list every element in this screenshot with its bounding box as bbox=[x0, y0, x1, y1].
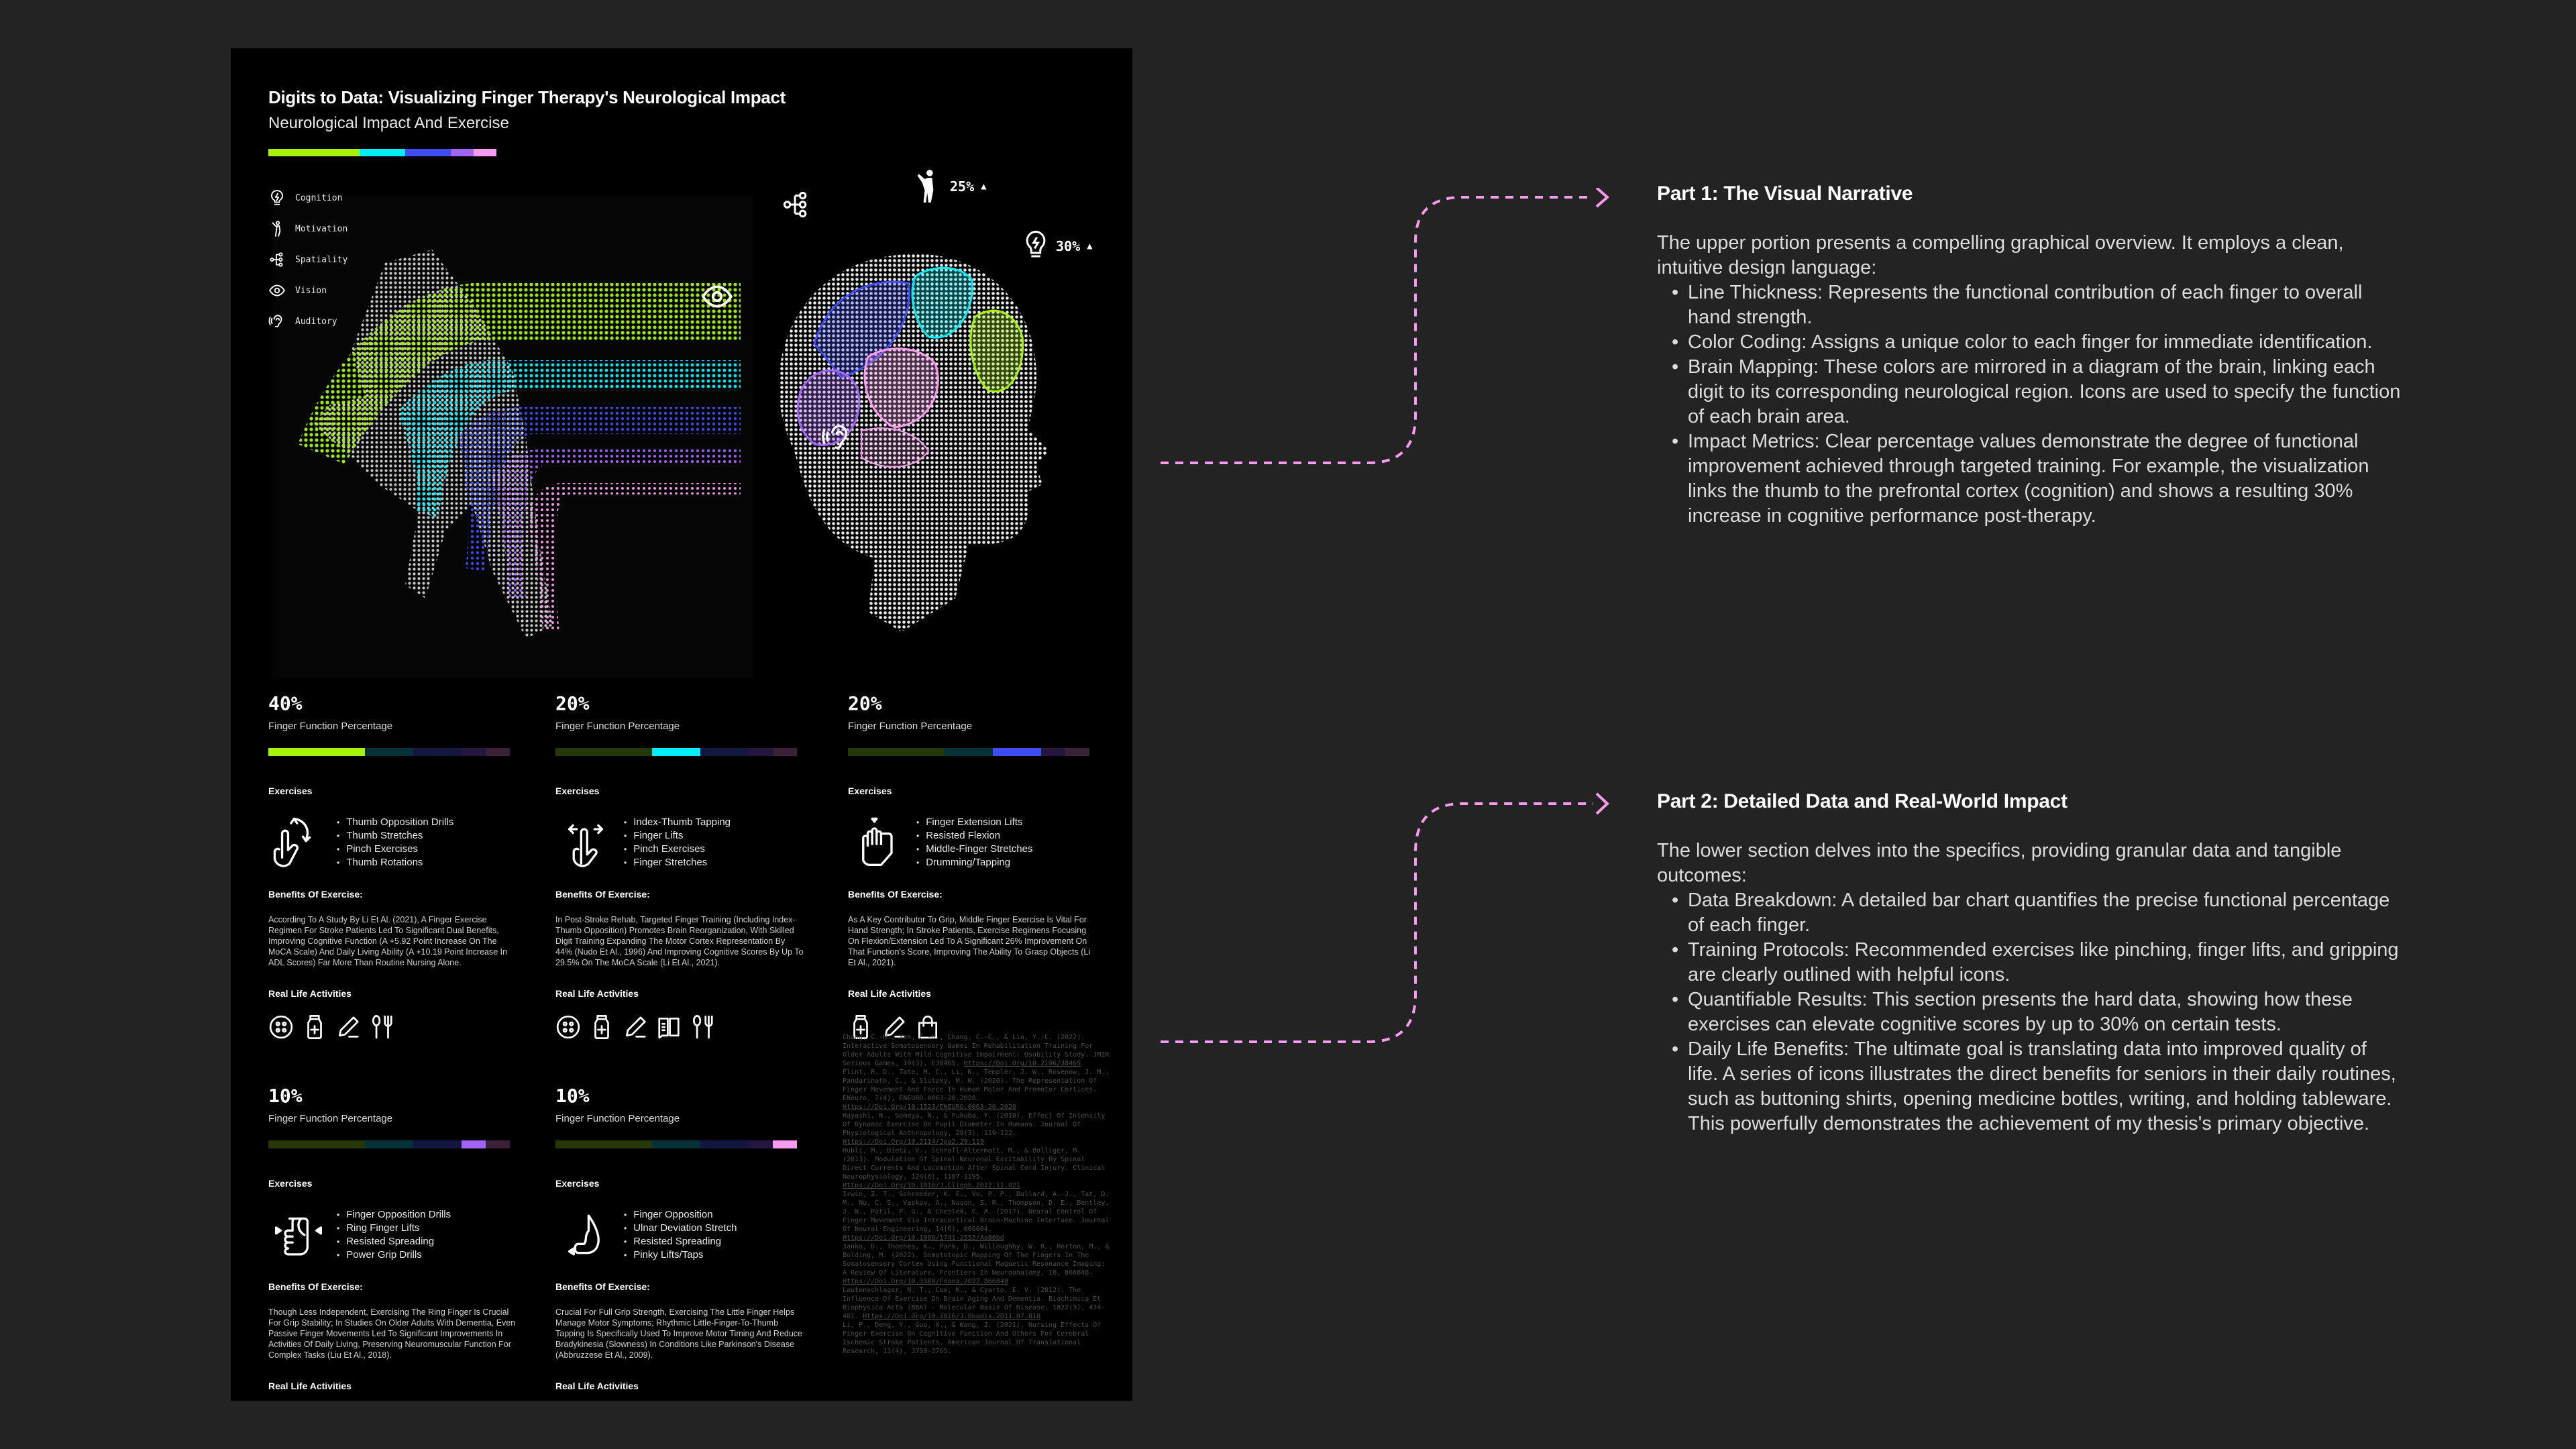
exercise-item: • Ulnar Deviation Stretch bbox=[624, 1222, 737, 1235]
exercise-item: • Thumb Stretches bbox=[337, 829, 453, 843]
legend-segment bbox=[474, 149, 496, 156]
function-percentage: 10% bbox=[555, 1085, 590, 1107]
reference-entry bbox=[843, 1147, 1109, 1189]
exercise-item: • Ring Finger Lifts bbox=[337, 1222, 451, 1235]
reference-entry bbox=[843, 1069, 1113, 1111]
legend-label: Auditory bbox=[295, 316, 337, 327]
finger-function-bar bbox=[848, 748, 1089, 756]
bar-segment bbox=[365, 1140, 413, 1148]
activities-heading: Real Life Activities bbox=[555, 1381, 639, 1391]
bar-segment bbox=[462, 748, 486, 756]
finger-function-bar bbox=[268, 748, 510, 756]
reference-text: Lautenschlager, N. T., Cox, K., & Cyarto, E. V. (2012). The Influence Of Exercise On Brain Aging And Dementia. Biochimica Et Biophysica Acta (BBA) - Molecular Basis Of Disease, 1822(3), 474-481. bbox=[843, 1287, 1106, 1320]
legend-item-vision bbox=[268, 275, 376, 306]
reference-doi-link[interactable]: Https://Doi.Org/10.2196/38465 bbox=[963, 1060, 1081, 1067]
finger-card-4 bbox=[268, 1085, 523, 1401]
bar-segment bbox=[848, 748, 945, 756]
function-percentage-label: Finger Function Percentage bbox=[848, 720, 973, 732]
bar-segment bbox=[486, 1140, 510, 1148]
activities-heading: Real Life Activities bbox=[848, 988, 931, 999]
bar-segment bbox=[1041, 748, 1065, 756]
reference-text: Hayashi, N., Someya, N., & Fukuba, Y. (2010). Effect Of Intensity Of Dynamic Exercise On Pupil Diameter In Humans. Journal Of Physiological Anthropology, 29(3), 119-122. bbox=[843, 1112, 1110, 1137]
exercise-list bbox=[624, 1208, 737, 1262]
function-percentage: 10% bbox=[268, 1085, 303, 1107]
exercise-row bbox=[848, 812, 1103, 873]
exercise-item: • Finger Lifts bbox=[624, 829, 731, 843]
utensils-icon bbox=[690, 1014, 715, 1040]
reference-doi-link[interactable]: Https://Doi.Org/10.2114/Jpa2.29.119 bbox=[843, 1138, 984, 1146]
exercise-item: • Finger Stretches bbox=[624, 856, 731, 869]
benefits-heading: Benefits Of Exercise: bbox=[555, 889, 650, 900]
function-percentage-label: Finger Function Percentage bbox=[268, 720, 393, 732]
exercises-heading: Exercises bbox=[555, 786, 600, 796]
exercise-item: • Thumb Rotations bbox=[337, 856, 453, 869]
function-percentage: 20% bbox=[555, 692, 590, 714]
legend-label: Motivation bbox=[295, 223, 348, 234]
finger-function-bar bbox=[555, 748, 797, 756]
annotation-part2 bbox=[1657, 790, 2402, 1136]
exercise-item: • Pinch Exercises bbox=[337, 843, 453, 856]
exercise-item: • Pinky Lifts/Taps bbox=[624, 1248, 737, 1262]
finger-function-bar bbox=[555, 1140, 797, 1148]
function-percentage-label: Finger Function Percentage bbox=[555, 720, 680, 732]
pencil-icon bbox=[623, 1014, 648, 1040]
reference-doi-link[interactable]: Https://Doi.Org/10.1523/ENEURO.0063-20.2020 bbox=[843, 1104, 1016, 1111]
exercise-row bbox=[555, 812, 810, 873]
exercise-item: • Thumb Opposition Drills bbox=[337, 816, 453, 829]
part2-bullet: • Daily Life Benefits: The ultimate goal is translating data into improved quality of life. A series of icons illustrates the direct benefits for seniors in their daily routines, such as buttoning shirts, opening medicine bottles, writing, and holding tableware. This powerfully demonstrates the achievement of my thesis's primary objective. bbox=[1672, 1037, 2402, 1136]
part2-bullet: • Training Protocols: Recommended exercises like pinching, finger lifts, and gripping are clearly outlined with helpful icons. bbox=[1672, 938, 2402, 987]
function-percentage: 20% bbox=[848, 692, 882, 714]
pencil-icon bbox=[335, 1014, 361, 1040]
exercise-item: • Resisted Spreading bbox=[337, 1235, 451, 1248]
benefits-heading: Benefits Of Exercise: bbox=[555, 1281, 650, 1292]
motivation-percentage: 25% bbox=[950, 178, 975, 195]
part2-bullet: • Quantifiable Results: This section presents the hard data, showing how these exercises can elevate cognitive scores by up to 30% on certain tests. bbox=[1672, 987, 2402, 1037]
bar-segment bbox=[749, 748, 773, 756]
exercises-heading: Exercises bbox=[268, 786, 313, 796]
legend-item-auditory bbox=[268, 306, 376, 337]
part1-bullet: • Color Coding: Assigns a unique color to each finger for immediate identification. bbox=[1672, 330, 2402, 355]
annotation-part1 bbox=[1657, 182, 2402, 529]
motivation-stat bbox=[914, 168, 987, 205]
trend-up-icon: ▲ bbox=[1087, 241, 1093, 252]
benefits-text: Crucial For Full Grip Strength, Exercising The Little Finger Helps Manage Motor Symptoms; Rhythmic Little-Finger-To-Thumb Tapping Is Specifically Used To Improve Motor Timing And Reduce Bradykinesia (Slowness) In Conditions Like Parkinson's Disease (Abbruzzese Et Al., 2009). bbox=[555, 1307, 803, 1360]
infographic-poster bbox=[231, 48, 1132, 1401]
reference-doi-link[interactable]: Https://Doi.Org/10.1016/J.Clinph.2012.11.021 bbox=[843, 1182, 1020, 1189]
reference-entry bbox=[843, 1191, 1113, 1242]
benefits-text: According To A Study By Li Et Al. (2021), A Finger Exercise Regimen For Stroke Patients Led To Significant Dual Benefits, Improving Cognitive Function (A +5.92 Point Increase On The MoCA Scale) And Daily Living Ability (A +10.19 Point Increase In ADL Scores) Far More Than Routine Nursing Alone. bbox=[268, 915, 508, 967]
person-waving-icon bbox=[268, 220, 286, 237]
part1-bullet: • Line Thickness: Represents the functional contribution of each finger to overall hand strength. bbox=[1672, 280, 2402, 330]
reference-text: Flint, R. D., Tate, M. C., Li, K., Templer, J. W., Rosenow, J. M., Pandarinath, C., & Slutzky, M. W. (2020). The Representation Of Finger Movement And Force In Human Motor And Premotor Cortices. ENeuro, 7(4), ENEURO.0063-20.2020. bbox=[843, 1069, 1114, 1102]
exercises-heading: Exercises bbox=[555, 1178, 600, 1189]
legend-segment bbox=[451, 149, 474, 156]
fist-grip-gesture-icon bbox=[272, 1208, 325, 1262]
eye-icon bbox=[700, 280, 734, 313]
legend-label: Spatiality bbox=[295, 254, 348, 265]
reference-text: Hubli, M., Dietz, V., Schrafl-Altermatt, M., & Bolliger, M. (2013). Modulation Of Spinal Neuronal Excitability By Spinal Direct Currents And Locomotion After Spinal Cord Injury. Clinical Neurophysiology, 124(6), 1187-1195. bbox=[843, 1147, 1110, 1181]
finger-card-2 bbox=[555, 692, 810, 1040]
bar-segment bbox=[700, 1140, 749, 1148]
hierarchy-nodes-icon bbox=[268, 251, 286, 268]
button-icon bbox=[268, 1014, 294, 1040]
bar-segment bbox=[268, 1140, 365, 1148]
bar-segment-active bbox=[462, 1140, 486, 1148]
exercise-list bbox=[624, 816, 731, 869]
legend-item-motivation bbox=[268, 213, 376, 244]
reference-entry bbox=[843, 1322, 1105, 1355]
exercise-row bbox=[555, 1205, 810, 1265]
activity-icons bbox=[268, 1014, 523, 1040]
benefits-text: As A Key Contributor To Grip, Middle Finger Exercise Is Vital For Hand Strength; In Stroke Patients, Exercise Regimens Focusing On Flexion/Extension Led To A Significant 26% Improvement On That Function's Score, Improving The Ability To Grasp Objects (Li Et Al., 2021). bbox=[848, 915, 1091, 967]
references-list bbox=[843, 1033, 1114, 1356]
part1-bullet: • Impact Metrics: Clear percentage values demonstrate the degree of functional improvement achieved through targeted training. For example, the visualization links the thumb to the prefrontal cortex (cognition) and shows a resulting 30% increase in cognitive performance post-therapy. bbox=[1672, 429, 2402, 529]
benefits-heading: Benefits Of Exercise: bbox=[268, 1281, 363, 1292]
bar-segment bbox=[555, 748, 652, 756]
activities-heading: Real Life Activities bbox=[268, 1381, 352, 1391]
pinky-stretch-gesture-icon bbox=[559, 1208, 612, 1262]
connector-arrow-part1 bbox=[1154, 188, 1623, 476]
ear-icon bbox=[821, 421, 855, 454]
reference-doi-link[interactable]: Https://Doi.Org/10.1088/1741-2552/Aa80bd bbox=[843, 1234, 1004, 1242]
thumb-rotate-gesture-icon bbox=[272, 816, 325, 869]
legend-label: Cognition bbox=[295, 193, 343, 203]
legend-item-cognition bbox=[268, 182, 376, 213]
legend-item-spatiality bbox=[268, 244, 376, 275]
exercise-item: • Finger Extension Lifts bbox=[916, 816, 1032, 829]
part1-bullets bbox=[1672, 280, 2402, 529]
exercise-item: • Resisted Flexion bbox=[916, 829, 1032, 843]
reference-text: Li, P., Deng, Y., Guo, X., & Wang, J. (2021). Nursing Effects Of Finger Exercise On Cognitive Function And Others For Cerebral Ischemic Stroke Patients. American Journal Of Translational Research, 13(4), 3759-3765. bbox=[843, 1322, 1106, 1355]
bar-segment bbox=[365, 748, 413, 756]
reference-text: Janko, D., Thoenes, K., Park, D., Willoughby, W. R., Horton, M., & Bolding, M. (2022). Somatotopic Mapping Of The Fingers In The Somatosensory Cortex Using Functional Magnetic Resonance Imaging: A Review Of Literature. Frontiers In Neuroanatomy, 16, 866848. bbox=[843, 1243, 1114, 1277]
legend-label: Vision bbox=[295, 285, 327, 296]
benefits-heading: Benefits Of Exercise: bbox=[268, 889, 363, 900]
part2-intro: The lower section delves into the specifics, providing granular data and tangible outcomes: bbox=[1657, 840, 2342, 886]
legend-segment bbox=[268, 149, 360, 156]
exercise-row bbox=[268, 1205, 523, 1265]
bar-segment-active bbox=[652, 748, 700, 756]
exercise-item: • Finger Opposition Drills bbox=[337, 1208, 451, 1222]
reference-entry bbox=[843, 1243, 1113, 1285]
part1-bullet: • Brain Mapping: These colors are mirrored in a diagram of the brain, linking each digit to its corresponding neurological region. Icons are used to specify the function of each brain area. bbox=[1672, 355, 2402, 429]
bar-segment-active bbox=[993, 748, 1041, 756]
poster-subtitle: Neurological Impact And Exercise bbox=[268, 114, 509, 132]
finger-color-legend-bar bbox=[268, 149, 496, 156]
benefits-heading: Benefits Of Exercise: bbox=[848, 889, 943, 900]
reference-doi-link[interactable]: Https://Doi.Org/10.3389/Fnana.2022.866848 bbox=[843, 1278, 1008, 1285]
bar-segment-active bbox=[268, 748, 365, 756]
index-swipe-gesture-icon bbox=[559, 816, 612, 869]
hand-press-gesture-icon bbox=[851, 816, 905, 869]
eye-icon bbox=[268, 282, 286, 299]
poster-title: Digits to Data: Visualizing Finger Therapy's Neurological Impact bbox=[268, 87, 786, 107]
utensils-icon bbox=[369, 1014, 394, 1040]
legend-segment bbox=[360, 149, 405, 156]
function-percentage: 40% bbox=[268, 692, 303, 714]
finger-card-3 bbox=[848, 692, 1103, 1040]
lightbulb-icon bbox=[1022, 229, 1049, 263]
medicine-bottle-icon bbox=[589, 1014, 614, 1040]
bar-segment bbox=[773, 748, 797, 756]
bar-segment bbox=[555, 1140, 652, 1148]
part1-heading: Part 1: The Visual Narrative bbox=[1657, 182, 1913, 205]
trend-up-icon: ▲ bbox=[981, 181, 987, 192]
exercise-item: • Resisted Spreading bbox=[624, 1235, 737, 1248]
part2-heading: Part 2: Detailed Data and Real-World Impact bbox=[1657, 790, 2068, 812]
part1-intro: The upper portion presents a compelling graphical overview. It employs a clean, intuitive design language: bbox=[1657, 232, 2344, 278]
finger-card-5 bbox=[555, 1085, 810, 1401]
exercise-item: • Finger Opposition bbox=[624, 1208, 737, 1222]
finger-card-1 bbox=[268, 692, 523, 1040]
reference-text: Chang, C.-H., Yeh, C.-H., Chang, C.-C., & Lin, Y.-C. (2022). Interactive Somatosensory Games In Rehabilitation Training For Older Adults With Mild Cognitive Impairment: Usability Study. JMIR Serious Games, 10(3), E38465. bbox=[843, 1034, 1114, 1067]
reference-entry bbox=[843, 1112, 1109, 1146]
part2-bullet: • Data Breakdown: A detailed bar chart quantifies the precise functional percentage of each finger. bbox=[1672, 888, 2402, 938]
bar-segment bbox=[486, 748, 510, 756]
bar-segment bbox=[413, 748, 462, 756]
exercises-heading: Exercises bbox=[848, 786, 892, 796]
finger-function-bar bbox=[268, 1140, 510, 1148]
activities-heading: Real Life Activities bbox=[268, 988, 352, 999]
exercise-item: • Index-Thumb Tapping bbox=[624, 816, 731, 829]
function-percentage-label: Finger Function Percentage bbox=[555, 1113, 680, 1124]
hierarchy-nodes-icon bbox=[781, 189, 812, 220]
activities-heading: Real Life Activities bbox=[555, 988, 639, 999]
book-icon bbox=[656, 1014, 682, 1040]
bar-segment bbox=[652, 1140, 700, 1148]
exercise-item: • Drumming/Tapping bbox=[916, 856, 1032, 869]
activity-icons bbox=[555, 1014, 810, 1040]
cognition-percentage: 30% bbox=[1056, 238, 1081, 254]
reference-text: Irwin, Z. T., Schroeder, K. E., Vu, P. P., Bullard, A. J., Tat, D. M., Nu, C. S., Vaskov, A., Nason, S. R., Thompson, D. E., Bentley, J. N., Patil, P. G., & Chestek, C. A. (2017). Neural Control Of Finger Movement Via Intracortical Brain-Machine Interface. Journal Of Neural Engineering, 14(6), 066004. bbox=[843, 1191, 1114, 1233]
bar-segment-active bbox=[773, 1140, 797, 1148]
exercise-row bbox=[268, 812, 523, 873]
reference-entry bbox=[843, 1287, 1105, 1320]
reference-doi-link[interactable]: Https://Doi.Org/10.1016/J.Bbadis.2011.07.010 bbox=[863, 1313, 1041, 1320]
bar-segment bbox=[749, 1140, 773, 1148]
ear-icon bbox=[268, 313, 286, 330]
exercise-list bbox=[916, 816, 1032, 869]
part2-bullets bbox=[1672, 888, 2402, 1136]
bar-segment bbox=[1065, 748, 1089, 756]
legend-segment bbox=[405, 149, 451, 156]
cognition-stat bbox=[1022, 229, 1093, 263]
exercise-item: • Pinch Exercises bbox=[624, 843, 731, 856]
exercise-item: • Power Grip Drills bbox=[337, 1248, 451, 1262]
bar-segment bbox=[945, 748, 993, 756]
brain-function-icon-legend bbox=[268, 182, 376, 337]
lightbulb-icon bbox=[268, 189, 286, 207]
bar-segment bbox=[700, 748, 749, 756]
button-icon bbox=[555, 1014, 581, 1040]
exercise-list bbox=[337, 1208, 451, 1262]
connector-arrow-part2 bbox=[1154, 792, 1623, 1060]
reference-entry bbox=[843, 1034, 1113, 1067]
medicine-bottle-icon bbox=[302, 1014, 327, 1040]
benefits-text: In Post-Stroke Rehab, Targeted Finger Training (Including Index-Thumb Opposition) Promotes Brain Reorganization, With Skilled Digit Training Expanding The Motor Cortex Representation By 44% (Nudo Et Al., 1996) And Improving Cognitive Scores By Up To 29.5% On The MoCA Scale (Li Et Al., 2021). bbox=[555, 915, 804, 967]
bar-segment bbox=[413, 1140, 462, 1148]
benefits-text: Though Less Independent, Exercising The Ring Finger Is Crucial For Grip Stability; In Studies On Older Adults With Dementia, Even Passive Finger Movements Led To Significant Improvements In Activities Of Daily Living, Preserving Neuromuscular Function For Complex Tasks (Liu Et Al., 2018). bbox=[268, 1307, 516, 1360]
person-waving-icon bbox=[914, 168, 943, 205]
function-percentage-label: Finger Function Percentage bbox=[268, 1113, 393, 1124]
exercise-item: • Middle-Finger Stretches bbox=[916, 843, 1032, 856]
exercise-list bbox=[337, 816, 453, 869]
exercises-heading: Exercises bbox=[268, 1178, 313, 1189]
